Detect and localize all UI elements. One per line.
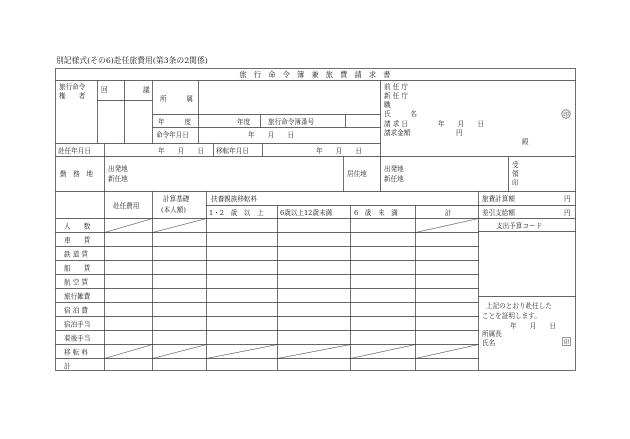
receipt-seal-1: 受: [512, 161, 519, 169]
label-travel-calc: 旅費計算額: [482, 195, 515, 203]
table-row-label: 宿泊手当: [64, 320, 91, 329]
claim-date-value: 年 月 日: [438, 120, 485, 128]
residence-departure: 出発地: [384, 165, 404, 173]
label-ken: 議: [143, 86, 150, 94]
label-travel-order-authority-1: 旅行命令: [59, 83, 86, 91]
label-kai: 回: [101, 86, 108, 94]
slash-mark: [278, 345, 351, 359]
transfer-date-value: 年 月 日: [316, 147, 363, 155]
label-residence: 居住地: [347, 170, 367, 178]
travel-calc-yen: 円: [564, 195, 571, 203]
slash-mark: [105, 345, 153, 359]
table-row-label: 人 数: [64, 222, 91, 231]
cert-name: 氏名: [482, 339, 496, 347]
addressee-dono: 殿: [522, 138, 529, 146]
col-calc-basis: 計算基礎: [163, 195, 190, 203]
departure-date-value: 年 月 日: [158, 147, 205, 155]
col-total: 計: [445, 209, 452, 217]
label-travel-order-authority-2: 権 者: [59, 92, 86, 100]
label-departure-date: 赴任年月日: [58, 147, 91, 155]
cert-line-2: ことを証明します。: [482, 312, 541, 320]
label-post: 職: [384, 101, 391, 109]
label-deduct-amount: 差引支給額: [482, 209, 515, 217]
label-name: 氏 名: [384, 110, 417, 118]
label-new-office: 新 任 庁: [384, 92, 408, 100]
slash-mark: [153, 345, 207, 359]
col-calc-basis-sub: (本人額): [161, 206, 186, 214]
claim-yen: 円: [456, 129, 463, 137]
slash-mark: [153, 219, 207, 233]
table-row-label: 宿 泊 費: [64, 306, 88, 315]
form-title: 旅 行 命 令 簿 兼 旅 費 請 求 書: [239, 70, 391, 79]
label-budget-code: 支出予算コード: [496, 222, 543, 230]
label-order-number: 旅行命令簿番号: [268, 118, 315, 126]
table-row-label: 航 空 賃: [64, 278, 88, 287]
residence-new-post: 新任地: [384, 175, 404, 183]
col-age-12-plus: 1・2 歳 以 上: [209, 209, 264, 217]
table-row-label: 旅行雑費: [64, 292, 91, 301]
label-office: 所 属: [160, 95, 193, 103]
table-row-label: 船 賃: [64, 264, 91, 273]
label-duty-place: 勤 務 地: [60, 170, 93, 178]
receipt-seal-2: 領: [512, 170, 519, 178]
col-moving-expense: 赴任費用: [113, 202, 140, 210]
label-prev-office: 前 任 庁: [384, 83, 408, 91]
duty-new-post: 新任地: [108, 175, 128, 183]
form-outer-frame: [56, 69, 576, 371]
slash-mark: [416, 345, 479, 359]
deduct-yen: 円: [564, 209, 571, 217]
col-age-under-6: 6 歳 未 満: [354, 209, 398, 217]
label-claim-date: 請 求 日: [384, 120, 408, 128]
table-row-label: 車 賃: [64, 236, 91, 245]
cert-seal-char: 印: [563, 340, 570, 346]
cert-date: 年 月 日: [510, 322, 557, 330]
seal-char: 印: [563, 112, 569, 119]
slash-mark: [351, 345, 416, 359]
cert-head: 所属長: [482, 330, 502, 338]
label-year: 年 度: [158, 118, 191, 126]
receipt-seal-3: 印: [512, 179, 519, 187]
col-family-transfer: 扶養親族移転料: [211, 195, 258, 203]
label-claim-amount: 請求金額: [384, 129, 411, 137]
duty-departure: 出発地: [108, 165, 128, 173]
label-transfer-date: 移転年月日: [216, 147, 249, 155]
table-row-label: 移 転 料: [64, 348, 88, 357]
table-row-label: 鉄 道 賃: [64, 250, 88, 259]
col-age-6-12: 6歳以上12歳未満: [280, 209, 333, 217]
form-heading: 別記様式(その6)赴任旅費用(第3条の2関係): [56, 56, 208, 65]
order-date-value: 年 月 日: [248, 131, 295, 139]
label-order-date: 命令年月日: [156, 131, 189, 139]
year-suffix: 年度: [237, 118, 251, 126]
table-row-label: 計: [64, 362, 71, 371]
cert-line-1: 上記のとおり赴任した: [486, 302, 552, 310]
table-row-label: 着後手当: [64, 334, 91, 343]
slash-mark: [105, 219, 153, 233]
slash-mark: [207, 345, 278, 359]
slash-mark: [416, 219, 479, 233]
